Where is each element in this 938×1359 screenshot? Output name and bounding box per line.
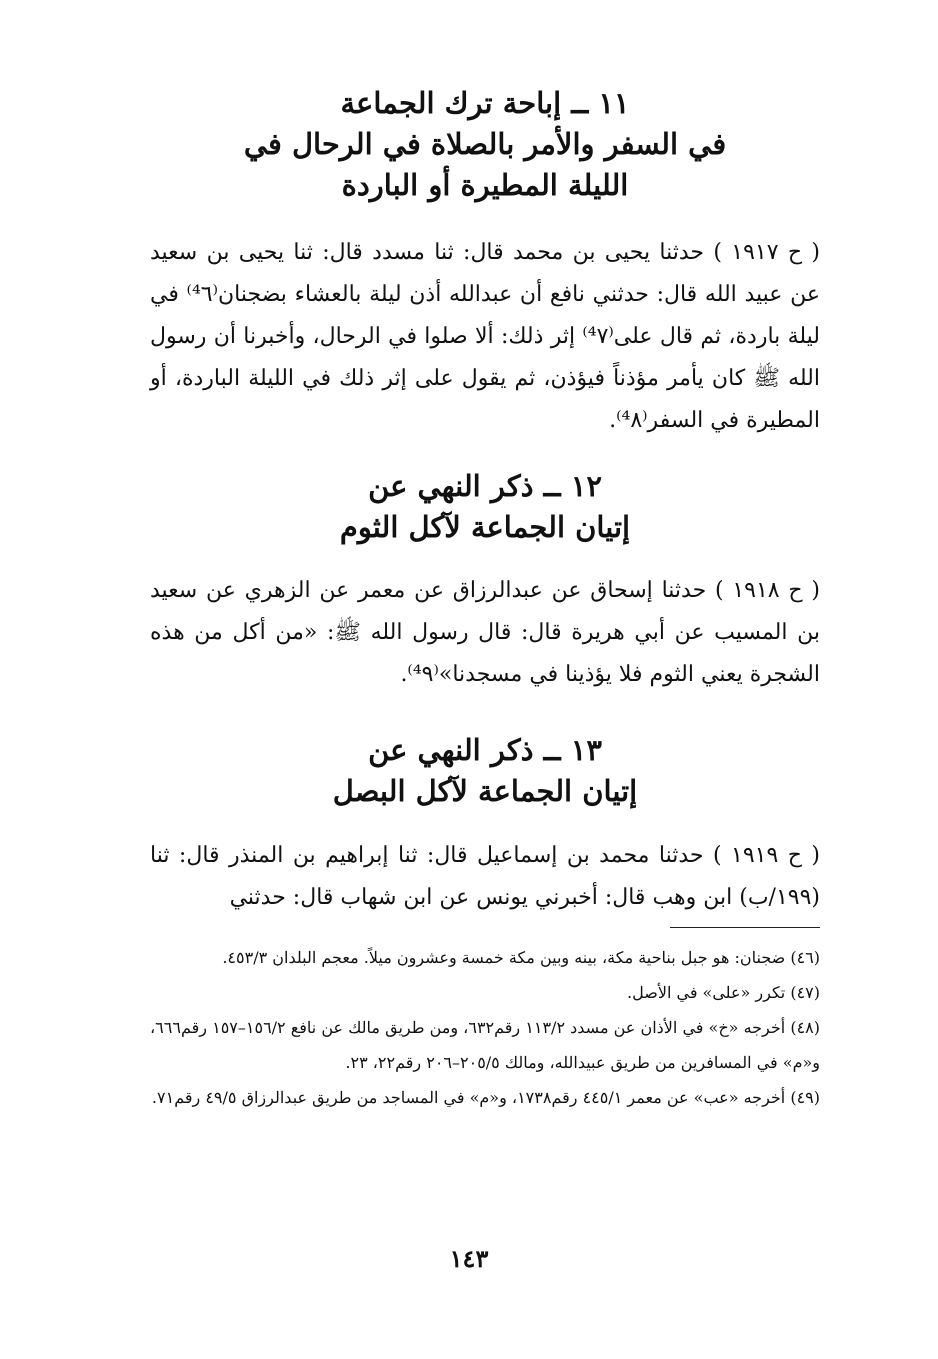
footnote-47: (٤٧) تكرر «على» في الأصل.	[627, 983, 820, 1002]
heading-line: ١١ ــ إباحة ترك الجماعة	[340, 86, 630, 120]
section-13-heading	[150, 730, 820, 812]
footnote-46: (٤٦) ضجنان: هو جبل بناحية مكة، بينه وبين مكة خمسة وعشرون ميلاً. معجم البلدان ٤٥٣/٣.	[222, 948, 820, 967]
footnotes	[150, 940, 820, 1115]
hadith-1918-text: ( ح ١٩١٨ ) حدثنا إسحاق عن عبدالرزاق عن معمر عن الزهري عن سعيد بن المسيب عن أبي هريرة قال: قال رسول الله ﷺ: «من أكل من هذه الشجرة يعني الثوم فلا يؤذينا في مسجدنا»⁽⁴٩⁾.	[150, 578, 820, 687]
section-12-heading	[150, 466, 820, 548]
heading-line: إتيان الجماعة لآكل البصل	[332, 774, 638, 808]
heading-line: ١٢ ــ ذكر النهي عن	[368, 469, 602, 503]
hadith-1917-text: ( ح ١٩١٧ ) حدثنا يحيى بن محمد قال: ثنا مسدد قال: ثنا يحيى بن سعيد عن عبيد الله قال: حدثني نافع أن عبدالله أذن ليلة بالعشاء بضجنان⁽⁴٦⁾ في ليلة باردة، ثم قال على⁽⁴٧⁾ إثر ذلك: ألا صلوا في الرحال، وأخبرنا أن رسول الله ﷺ كان يأمر مؤذناً فيؤذن، ثم يقول على إثر ذلك في الليلة الباردة، أو المطيرة في السفر⁽⁴٨⁾.	[150, 240, 821, 433]
heading-line: ١٣ ــ ذكر النهي عن	[368, 733, 602, 767]
heading-line: في السفر والأمر بالصلاة في الرحال في	[243, 127, 727, 161]
footnote-48: (٤٨) أخرجه «خ» في الأذان عن مسدد ١١٣/٢ رقم٦٣٢، ومن طريق مالك عن نافع ١٥٦/٢–١٥٧ رقم٦٦٦، و«م» في المسافرين من طريق عبيدالله، ومالك ٢٠٥/٥–٢٠٦ رقم٢٢، ٢٣.	[150, 1018, 821, 1072]
heading-line: الليلة المطيرة أو الباردة	[341, 168, 629, 202]
footnote-49: (٤٩) أخرجه «عب» عن معمر ٤٤٥/١ رقم١٧٣٨، و«م» في المساجد من طريق عبدالرزاق ٤٩/٥ رقم٧١.	[151, 1088, 820, 1107]
heading-line: إتيان الجماعة لآكل الثوم	[339, 510, 631, 544]
page-number: ١٤٣	[449, 1244, 489, 1273]
footnote-separator	[670, 927, 820, 928]
section-11-heading	[150, 83, 820, 206]
hadith-1919-text: ( ح ١٩١٩ ) حدثنا محمد بن إسماعيل قال: ثنا إبراهيم بن المنذر قال: ثنا (١٩٩/ب) ابن وهب قال: أخبرني يونس عن ابن شهاب قال: حدثني	[150, 843, 820, 910]
